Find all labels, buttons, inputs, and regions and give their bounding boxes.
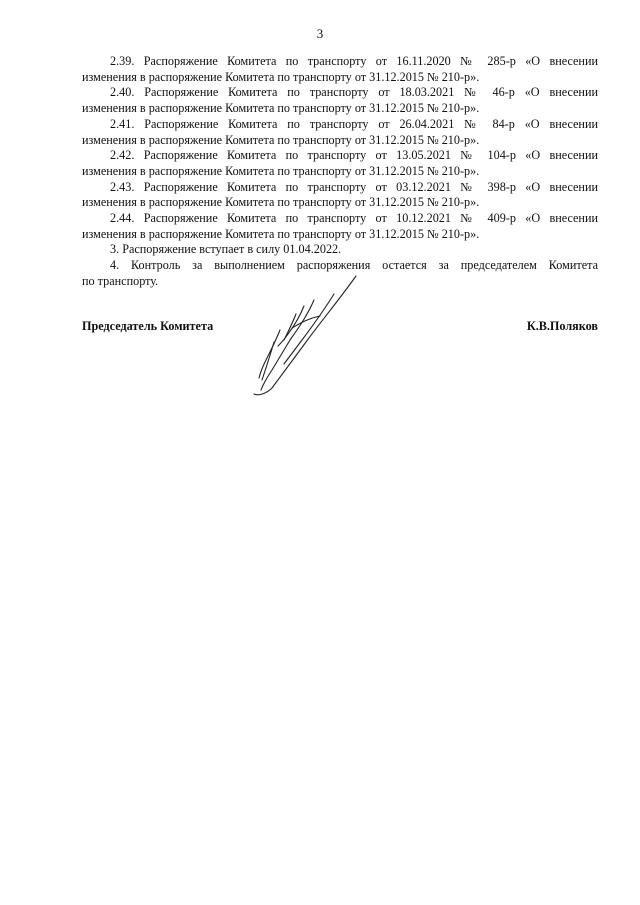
list-item-continuation <box>82 133 598 148</box>
list-item <box>82 85 598 100</box>
list-item <box>82 54 598 69</box>
item-text-line: изменения в распоряжение Комитета по транспорту от 31.12.2015 № 210-р». <box>82 226 480 241</box>
item-text-line: изменения в распоряжение Комитета по транспорту от 31.12.2015 № 210-р». <box>82 163 480 178</box>
list-item <box>82 148 598 163</box>
item-text-line: 2.41. Распоряжение Комитета по транспорту от 26.04.2021 № 84-р «О внесении <box>110 116 598 131</box>
item-text-line: изменения в распоряжение Комитета по транспорту от 31.12.2015 № 210-р». <box>82 101 480 116</box>
list-item-continuation <box>82 164 598 179</box>
document-body <box>82 54 598 290</box>
signatory-title: Председатель Комитета <box>82 319 214 333</box>
point-3 <box>82 242 598 257</box>
list-item-continuation <box>82 70 598 85</box>
item-text-line: 2.42. Распоряжение Комитета по транспорту от 13.05.2021 № 104-р «О внесении <box>110 148 598 163</box>
list-item <box>82 117 598 132</box>
list-item-continuation <box>82 227 598 242</box>
page-number: 3 <box>316 26 324 41</box>
item-text-line: 2.39. Распоряжение Комитета по транспорту от 16.11.2020 № 285-р «О внесении <box>110 54 598 68</box>
item-text-line: 2.40. Распоряжение Комитета по транспорту от 18.03.2021 № 46-р «О внесении <box>110 85 598 100</box>
item-text-line: изменения в распоряжение Комитета по транспорту от 31.12.2015 № 210-р». <box>82 69 480 84</box>
list-item-continuation <box>82 101 598 116</box>
point-4-text-line: 4. Контроль за выполнением распоряжения остается за председателем Комитета <box>110 258 598 273</box>
item-text-line: 2.44. Распоряжение Комитета по транспорту от 10.12.2021 № 409-р «О внесении <box>110 211 598 226</box>
item-text-line: 2.43. Распоряжение Комитета по транспорту от 03.12.2021 № 398-р «О внесении <box>110 179 598 194</box>
item-text-line: изменения в распоряжение Комитета по транспорту от 31.12.2015 № 210-р». <box>82 195 480 210</box>
signatory-name: К.В.Поляков <box>526 319 598 333</box>
list-item <box>82 180 598 195</box>
handwritten-signature <box>244 270 364 400</box>
list-item <box>82 211 598 226</box>
point-4-text-line: по транспорту. <box>82 273 159 288</box>
point-3-text: 3. Распоряжение вступает в силу 01.04.2022. <box>110 242 342 257</box>
item-text-line: изменения в распоряжение Комитета по транспорту от 31.12.2015 № 210-р». <box>82 132 480 147</box>
list-item-continuation <box>82 195 598 210</box>
